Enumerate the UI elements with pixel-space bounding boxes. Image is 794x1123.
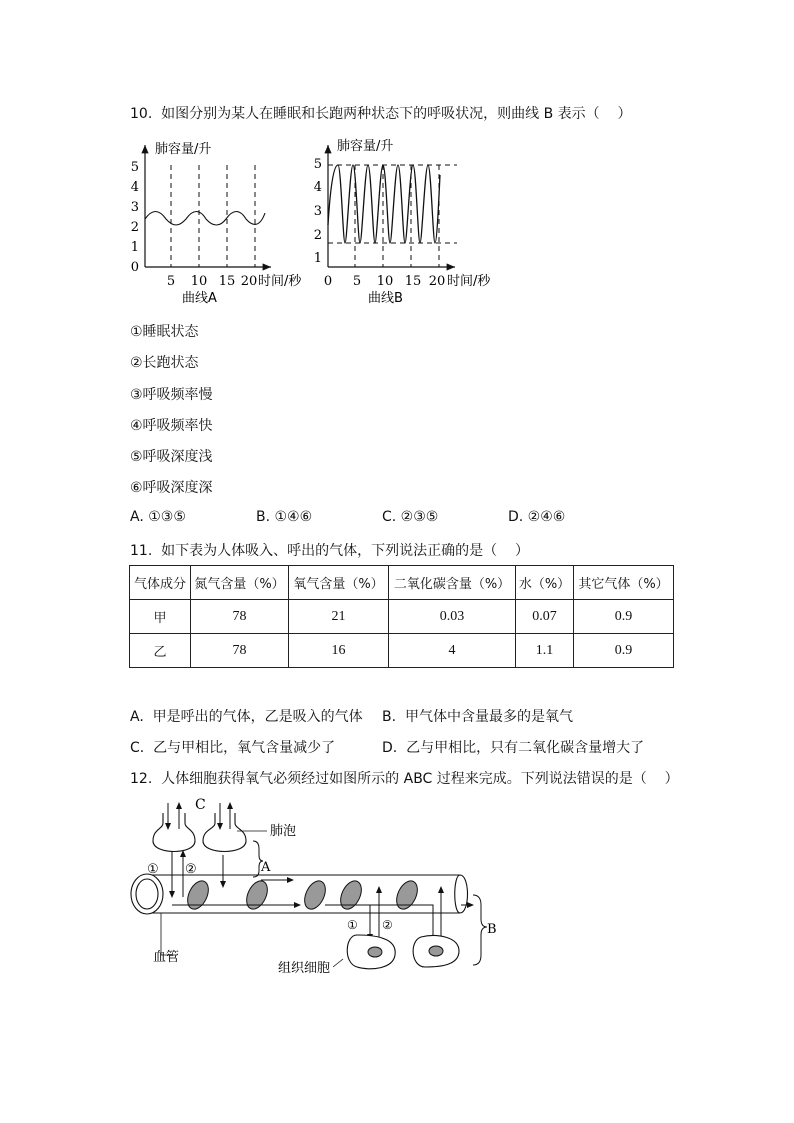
vessel-opening-inner xyxy=(136,879,158,909)
cell-nucleus xyxy=(368,947,382,957)
chart-a-ytick: 0 xyxy=(130,260,139,275)
q12-stem: 12. 人体细胞获得氧气必须经过如图所示的 ABC 过程来完成。下列说法错误的是（ ） xyxy=(130,771,679,787)
chart-b-xtick: 0 xyxy=(323,274,333,289)
label-circle-1: ① xyxy=(147,862,159,877)
q11-option-d[interactable]: D. 乙与甲相比，只有二氧化碳含量增大了 xyxy=(382,740,645,756)
q11-option-b[interactable]: B. 甲气体中含量最多的是氧气 xyxy=(382,709,573,725)
chart-b-caption: 曲线B xyxy=(368,291,403,306)
chart-a-caption: 曲线A xyxy=(182,291,217,306)
chart-a-xtick: 10 xyxy=(190,274,208,289)
q11-stem: 11. 如下表为人体吸入、呼出的气体，下列说法正确的是（ ） xyxy=(130,543,529,559)
table-header: 氮气含量（%） xyxy=(191,566,289,600)
q10-stem: 10. 如图分别为某人在睡眠和长跑两种状态下的呼吸状况，则曲线 B 表示（ ） xyxy=(130,106,632,122)
gas-composition-table xyxy=(129,565,674,668)
table-header: 气体成分 xyxy=(130,566,191,600)
chart-a xyxy=(131,141,303,306)
table-row xyxy=(130,634,674,668)
brace-b xyxy=(473,895,487,965)
chart-b-xtick: 10 xyxy=(376,274,394,289)
chart-b-ytick: 4 xyxy=(313,180,322,195)
q10-statement: ⑤呼吸深度浅 xyxy=(130,449,213,465)
chart-a-xtick: 15 xyxy=(218,274,236,289)
table-cell: 78 xyxy=(191,634,289,668)
label-alveolus: 肺泡 xyxy=(270,824,297,839)
red-blood-cell xyxy=(243,878,272,913)
alveolus-left xyxy=(153,813,195,852)
chart-b-xtick: 20 xyxy=(428,274,446,289)
chart-b-xlabel: 时间/秒 xyxy=(447,274,491,289)
chart-b-ytick: 5 xyxy=(313,157,322,172)
chart-b-ytick: 3 xyxy=(313,204,322,219)
table-cell: 0.9 xyxy=(574,634,674,668)
table-cell: 78 xyxy=(191,600,289,634)
label-circle-2: ② xyxy=(382,918,393,932)
chart-a-curve xyxy=(145,212,265,226)
table-row xyxy=(130,600,674,634)
chart-b-xtick: 15 xyxy=(404,274,422,289)
cell-nucleus xyxy=(429,946,443,956)
gas-exchange-diagram xyxy=(125,795,515,980)
q10-option-d[interactable]: D. ②④⑥ xyxy=(508,509,566,525)
table-header: 二氧化碳含量（%） xyxy=(389,566,516,600)
q10-charts xyxy=(125,135,515,310)
label-circle-1: ① xyxy=(347,918,358,932)
red-blood-cell xyxy=(301,878,330,913)
label-a: A xyxy=(261,860,271,875)
q10-option-c[interactable]: C. ②③⑤ xyxy=(382,509,439,525)
q10-statement: ③呼吸频率慢 xyxy=(130,387,213,403)
label-b: B xyxy=(487,922,497,937)
label-c: C xyxy=(195,797,206,813)
table-cell: 0.9 xyxy=(574,600,674,634)
table-cell: 21 xyxy=(289,600,389,634)
table-header: 氧气含量（%） xyxy=(289,566,389,600)
vessel-leader-line xyxy=(161,913,173,955)
table-header: 水（%） xyxy=(516,566,574,600)
table-cell: 1.1 xyxy=(516,634,574,668)
q11-option-a[interactable]: A. 甲是呼出的气体，乙是吸入的气体 xyxy=(130,709,363,725)
table-cell: 4 xyxy=(389,634,516,668)
chart-b-curve xyxy=(328,165,440,243)
chart-a-ytick: 5 xyxy=(130,160,139,175)
q10-statement: ①睡眠状态 xyxy=(130,324,199,340)
red-blood-cell xyxy=(393,878,422,913)
q10-statement: ②长跑状态 xyxy=(130,355,199,371)
chart-a-xlabel: 时间/秒 xyxy=(258,274,302,289)
q11-option-c[interactable]: C. 乙与甲相比，氧气含量减少了 xyxy=(130,740,336,756)
chart-a-ytick: 2 xyxy=(130,220,139,235)
table-cell: 0.03 xyxy=(389,600,516,634)
table-cell: 16 xyxy=(289,634,389,668)
table-header: 其它气体（%） xyxy=(574,566,674,600)
chart-a-ytick: 1 xyxy=(130,240,139,255)
chart-b-xtick: 5 xyxy=(352,274,362,289)
q10-option-b[interactable]: B. ①④⑥ xyxy=(256,509,313,525)
label-vessel: 血管 xyxy=(153,950,180,965)
table-cell: 甲 xyxy=(130,600,191,634)
chart-a-xtick: 5 xyxy=(166,274,176,289)
tissue-cell-leader-line xyxy=(333,959,343,967)
label-tissue-cell: 组织细胞 xyxy=(278,961,331,976)
label-circle-2: ② xyxy=(185,862,197,877)
chart-b-ylabel: 肺容量/升 xyxy=(337,139,394,154)
red-blood-cell xyxy=(337,878,366,913)
red-blood-cell xyxy=(184,878,213,913)
q10-statement: ⑥呼吸深度深 xyxy=(130,480,213,496)
table-cell: 乙 xyxy=(130,634,191,668)
chart-a-xtick: 20 xyxy=(240,274,258,289)
chart-a-ytick: 3 xyxy=(130,200,139,215)
alveolus-right xyxy=(203,813,246,852)
chart-a-ytick: 4 xyxy=(130,180,139,195)
chart-a-ylabel: 肺容量/升 xyxy=(155,142,212,157)
q10-statement: ④呼吸频率快 xyxy=(130,418,213,434)
chart-b-ytick: 2 xyxy=(313,228,322,243)
q10-option-a[interactable]: A. ①③⑤ xyxy=(130,509,186,525)
table-cell: 0.07 xyxy=(516,600,574,634)
chart-b xyxy=(314,138,492,306)
chart-b-ytick: 1 xyxy=(313,251,322,266)
table-header-row xyxy=(130,566,674,600)
